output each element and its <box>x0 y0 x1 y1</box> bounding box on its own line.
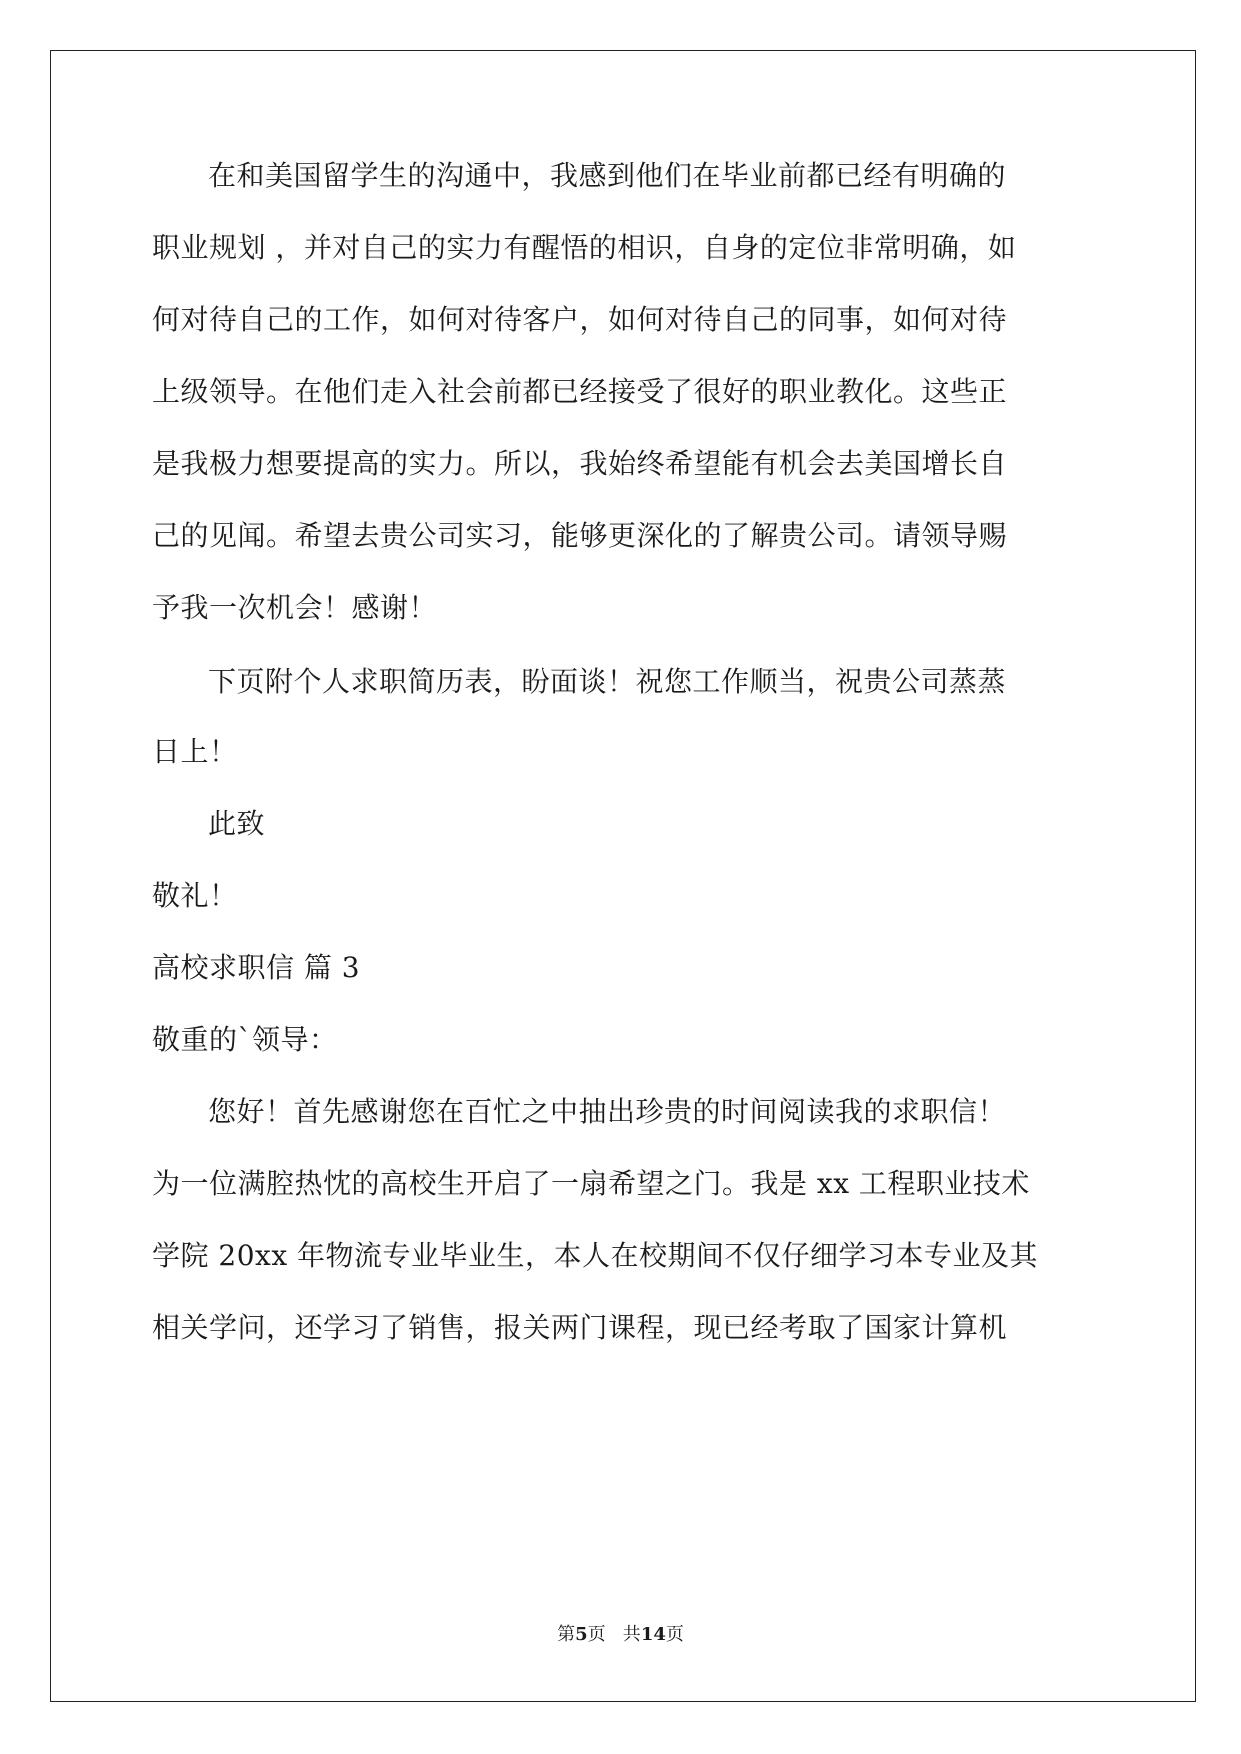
body-line: 己的见闻。希望去贵公司实习，能够更深化的了解贵公司。请领导赐 <box>152 519 1008 552</box>
footer-page-prefix: 第 <box>557 1624 576 1645</box>
closing-line: 此致 <box>208 807 266 840</box>
page-number-footer <box>0 1624 1241 1646</box>
body-line: 您好！首先感谢您在百忙之中抽出珍贵的时间阅读我的求职信！ <box>208 1095 1007 1128</box>
footer-page-suffix: 页 <box>665 1624 684 1645</box>
salutation-line: 敬礼！ <box>152 879 238 912</box>
body-line: 下页附个人求职简历表，盼面谈！祝您工作顺当，祝贵公司蒸蒸 <box>208 665 1007 698</box>
footer-page-total: 14 <box>640 1624 666 1645</box>
body-line: 职业规划 ，并对自己的实力有醒悟的相识，自身的定位非常明确，如 <box>152 231 1017 264</box>
body-line: 予我一次机会！感谢！ <box>152 591 438 624</box>
greeting-line: 敬重的`领导： <box>152 1023 338 1056</box>
footer-page-current: 5 <box>575 1624 588 1645</box>
body-line: 何对待自己的工作，如何对待客户，如何对待自己的同事，如何对待 <box>152 303 1008 336</box>
page-border <box>50 50 1196 1702</box>
body-line: 日上！ <box>152 735 238 768</box>
body-line: 相关学问，还学习了销售，报关两门课程，现已经考取了国家计算机 <box>152 1311 1008 1344</box>
section-title: 高校求职信 篇 3 <box>152 951 361 984</box>
body-line: 在和美国留学生的沟通中，我感到他们在毕业前都已经有明确的 <box>208 159 1007 192</box>
body-line: 是我极力想要提高的实力。所以，我始终希望能有机会去美国增长自 <box>152 447 1008 480</box>
body-line: 上级领导。在他们走入社会前都已经接受了很好的职业教化。这些正 <box>152 375 1008 408</box>
body-line: 为一位满腔热忱的高校生开启了一扇希望之门。我是 xx 工程职业技术 <box>152 1167 1030 1200</box>
body-line: 学院 20xx 年物流专业毕业生，本人在校期间不仅仔细学习本专业及其 <box>152 1239 1039 1272</box>
footer-page-mid: 页 共 <box>587 1624 641 1645</box>
